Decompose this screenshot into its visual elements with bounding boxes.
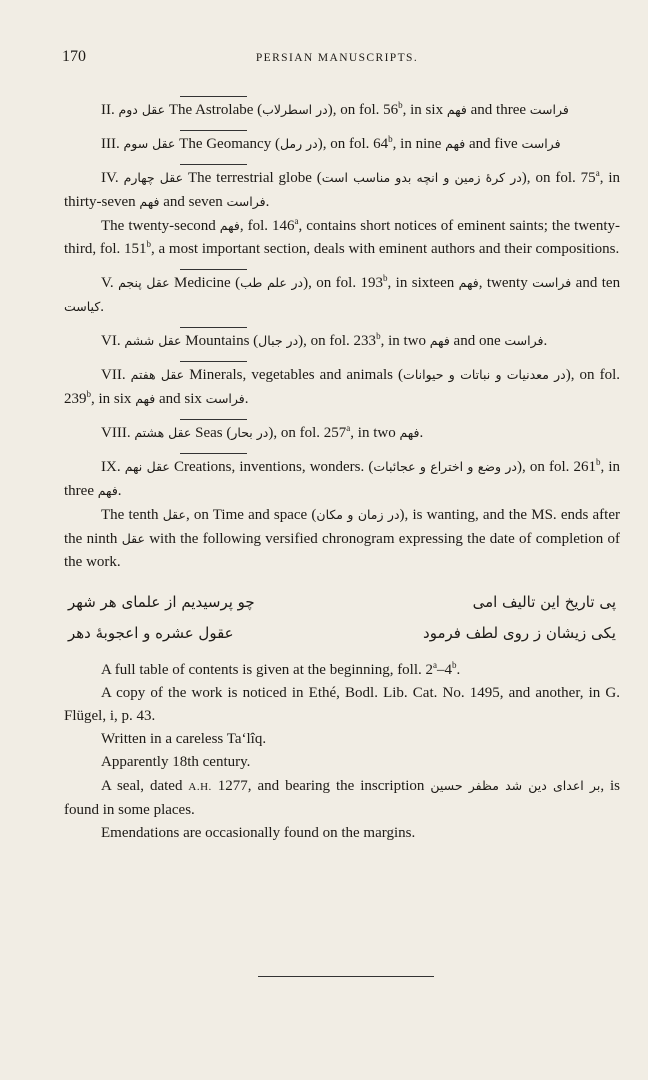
paragraph-tenth: The tenth عقل, on Time and space (در زمان و مكان), is wanting, and the MS. ends after the ninth عقل with the following versified chronogram expressing the date of completion of the work.	[64, 507, 620, 570]
verse-line-2	[64, 618, 620, 649]
running-title: PERSIAN MANUSCRIPTS.	[255, 52, 419, 64]
verse-hemistich: چو پرسیدیم از علمای هر شهر	[68, 593, 255, 611]
verse-hemistich: عقول عشره و اعجوبهٔ دهر	[68, 624, 234, 642]
section-rule	[180, 96, 247, 97]
section-6	[64, 327, 620, 353]
section-5	[64, 269, 620, 319]
section-2-text: II. عقل دوم The Astrolabe (در اسطرلاب), on fol. 56$^b$, in six فهم and three فراست	[101, 100, 569, 118]
section-8	[64, 419, 620, 445]
note-emendations: Emendations are occasionally found on the margins.	[101, 825, 416, 841]
section-7	[64, 361, 620, 411]
note-script: Written in a careless Ta‘lîq.	[101, 731, 267, 747]
note-seal: A seal, dated A.H. 1277, and bearing the inscription بر اعدای دین شد مظفر حسین, is found in some places.	[64, 778, 621, 818]
section-rule	[180, 419, 247, 420]
section-rule	[180, 327, 247, 328]
verse-hemistich: پی تاریخ این تالیف امی	[472, 593, 616, 611]
section-8-text: VIII. عقل هشتم Seas (در بحار), on fol. 257$^a$, in two فهم.	[101, 423, 424, 441]
section-rule	[180, 453, 247, 454]
section-9	[64, 453, 620, 574]
section-rule	[180, 361, 247, 362]
section-3-text: III. عقل سوم The Geomancy (در رمل), on fol. 64$^b$, in nine فهم and five فراست	[101, 134, 561, 152]
section-rule	[180, 269, 247, 270]
section-5-text: V. عقل پنجم Medicine (در علم طب), on fol. 193$^b$, in sixteen فهم, twenty فراست and ten كياست.	[64, 273, 621, 315]
verse-line-1	[64, 587, 620, 618]
section-7-text: VII. عقل هفتم Minerals, vegetables and animals (در معدنيات و نباتات و حيوانات), on fol. 239$^b$, in six فهم and six فراست.	[64, 367, 621, 407]
section-2	[64, 96, 620, 122]
section-rule	[180, 130, 247, 131]
notes	[64, 659, 620, 845]
note-date: Apparently 18th century.	[101, 754, 251, 770]
page-number: 170	[62, 48, 86, 65]
end-rule	[258, 976, 434, 977]
page-header	[62, 46, 612, 72]
paragraph-twenty-second: The twenty-second فهم, fol. 146$^a$, contains short notices of eminent saints; the twenty-third, fol. 151$^b$, a most important section, deals with eminent authors and their compositions.	[64, 216, 620, 257]
note-copies: A copy of the work is noticed in Ethé, Bodl. Lib. Cat. No. 1495, and another, in G. Flügel, i, p. 43.	[64, 685, 620, 724]
section-4-text: IV. عقل چهارم The terrestrial globe (در كرهٔ زمين و انچه بدو مناسب است), on fol. 75$^a$, in thirty-seven فهم and seven فراست.	[64, 168, 621, 210]
section-6-text: VI. عقل ششم Mountains (در جبال), on fol. 233$^b$, in two فهم and one فراست.	[101, 331, 548, 349]
note-contents-table: A full table of contents is given at the beginning, foll. 2$^a$–4$^b$.	[101, 660, 461, 678]
section-9-text: IX. عقل نهم Creations, inventions, wonders. (در وضع و اختراع و عجائبات), on fol. 261$^b$, in three فهم.	[64, 457, 621, 499]
section-3	[64, 130, 620, 156]
chronogram-verse	[64, 587, 620, 649]
section-4	[64, 164, 620, 261]
page-body	[64, 96, 620, 845]
section-rule	[180, 164, 247, 165]
verse-hemistich: یکی زیشان ز روی لطف فرمود	[423, 624, 616, 642]
